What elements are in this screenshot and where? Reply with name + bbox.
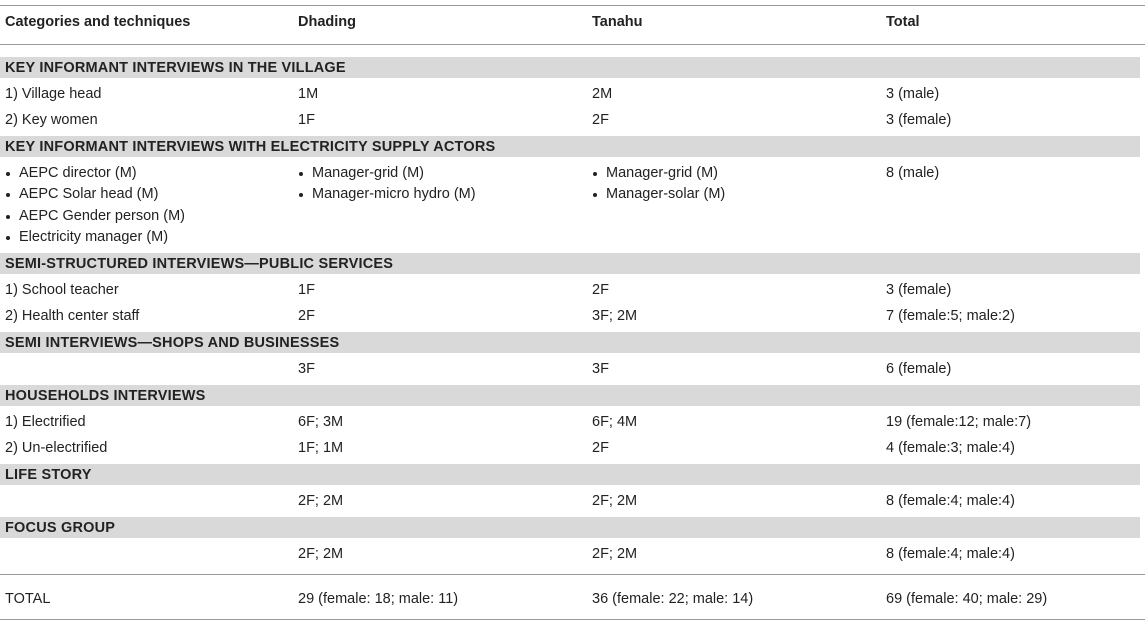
tanahu-value: 2F <box>592 440 609 456</box>
dhading-value: 1F <box>298 112 315 128</box>
section-title: LIFE STORY <box>5 467 92 483</box>
list-item: AEPC Gender person (M) <box>5 206 185 227</box>
total-value: 3 (female) <box>886 112 952 128</box>
row-label: 1) Village head <box>5 86 102 102</box>
section-life-story <box>0 464 1140 485</box>
tanahu-total: 36 (female: 22; male: 14) <box>592 591 754 607</box>
total-value: 4 (female:3; male:4) <box>886 440 1015 456</box>
dhading-value: 1M <box>298 86 319 102</box>
tanahu-value: 6F; 4M <box>592 414 638 430</box>
header-dhading: Dhading <box>298 14 356 30</box>
total-rule <box>0 574 1145 575</box>
row-label: 1) Electrified <box>5 414 86 430</box>
row-label: 2) Health center staff <box>5 308 140 324</box>
total-value: 8 (female:4; male:4) <box>886 546 1015 562</box>
section-public-services <box>0 253 1140 274</box>
dhading-value: 1F; 1M <box>298 440 344 456</box>
dhading-value: 3F <box>298 361 315 377</box>
section-title: SEMI INTERVIEWS—SHOPS AND BUSINESSES <box>5 335 340 351</box>
list-item: Electricity manager (M) <box>5 227 185 248</box>
header-total: Total <box>886 14 920 30</box>
tanahu-value: 2F <box>592 282 609 298</box>
list-item: Manager-solar (M) <box>592 184 725 205</box>
grand-total: 69 (female: 40; male: 29) <box>886 591 1048 607</box>
list-item: Manager-grid (M) <box>298 163 476 184</box>
tanahu-value: 2F; 2M <box>592 546 638 562</box>
list-item: AEPC director (M) <box>5 163 185 184</box>
total-value: 6 (female) <box>886 361 952 377</box>
section-key-informant-village <box>0 57 1140 78</box>
tanahu-actor-list <box>592 163 725 206</box>
tanahu-value: 2M <box>592 86 613 102</box>
row-label: 1) School teacher <box>5 282 119 298</box>
section-title: SEMI-STRUCTURED INTERVIEWS—PUBLIC SERVICES <box>5 256 394 272</box>
tanahu-value: 2F; 2M <box>592 493 638 509</box>
total-value: 3 (female) <box>886 282 952 298</box>
section-shops-businesses <box>0 332 1140 353</box>
dhading-actor-list <box>298 163 476 206</box>
total-label: TOTAL <box>5 591 51 607</box>
header-categories: Categories and techniques <box>5 14 191 30</box>
tanahu-value: 3F <box>592 361 609 377</box>
header-rule <box>0 44 1145 45</box>
row-label: 2) Un-electrified <box>5 440 108 456</box>
total-value: 3 (male) <box>886 86 940 102</box>
row-label: 2) Key women <box>5 112 98 128</box>
total-value: 8 (female:4; male:4) <box>886 493 1015 509</box>
total-value: 19 (female:12; male:7) <box>886 414 1032 430</box>
actor-list <box>5 163 185 248</box>
dhading-value: 2F <box>298 308 315 324</box>
table-bottom-rule <box>0 619 1145 620</box>
table-top-rule <box>0 5 1145 6</box>
dhading-total: 29 (female: 18; male: 11) <box>298 591 459 607</box>
header-tanahu: Tanahu <box>592 14 643 30</box>
section-title: FOCUS GROUP <box>5 520 116 536</box>
total-value: 7 (female:5; male:2) <box>886 308 1015 324</box>
list-item: Manager-grid (M) <box>592 163 725 184</box>
tanahu-value: 3F; 2M <box>592 308 638 324</box>
tanahu-value: 2F <box>592 112 609 128</box>
section-title: HOUSEHOLDS INTERVIEWS <box>5 388 206 404</box>
dhading-value: 2F; 2M <box>298 546 344 562</box>
section-title: KEY INFORMANT INTERVIEWS IN THE VILLAGE <box>5 60 346 76</box>
list-item: Manager-micro hydro (M) <box>298 184 476 205</box>
section-key-informant-electricity <box>0 136 1140 157</box>
section-title: KEY INFORMANT INTERVIEWS WITH ELECTRICITY SUPPLY ACTORS <box>5 139 496 155</box>
total-value: 8 (male) <box>886 165 940 181</box>
section-focus-group <box>0 517 1140 538</box>
list-item: AEPC Solar head (M) <box>5 184 185 205</box>
dhading-value: 6F; 3M <box>298 414 344 430</box>
dhading-value: 2F; 2M <box>298 493 344 509</box>
dhading-value: 1F <box>298 282 315 298</box>
section-households <box>0 385 1140 406</box>
